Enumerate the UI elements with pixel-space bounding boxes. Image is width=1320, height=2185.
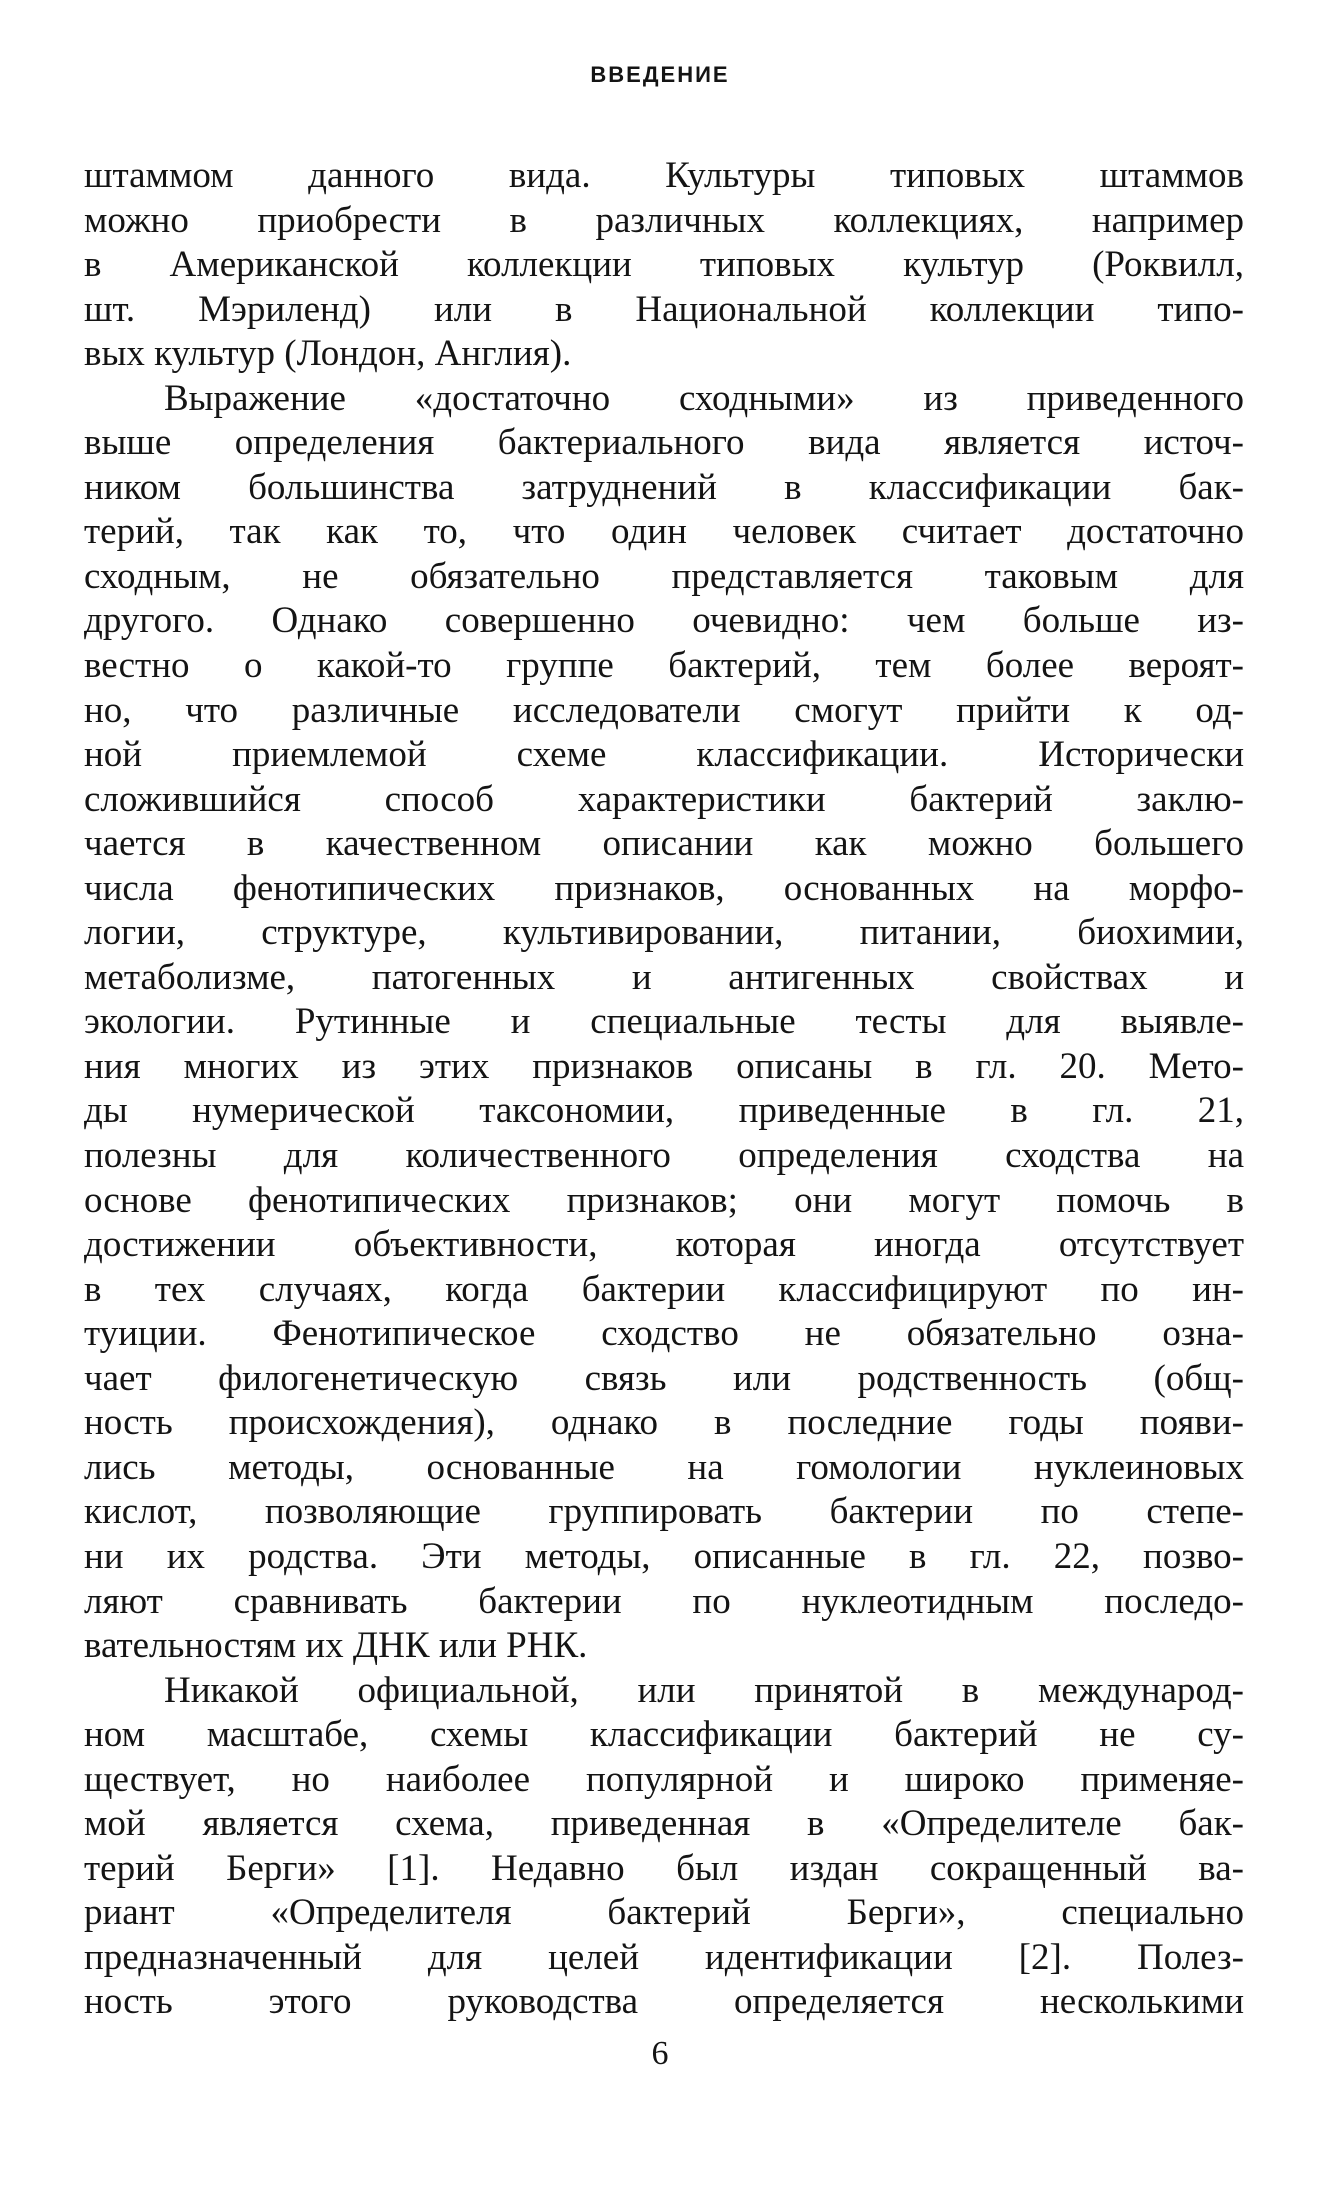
- text-line: шт. Мэриленд) или в Национальной коллекции типо-: [84, 288, 1244, 330]
- running-title: ВВЕДЕНИЕ: [590, 62, 730, 87]
- text-line: терий, так как то, что один человек считает достаточно: [84, 511, 1244, 553]
- text-line: чает филогенетическую связь или родственность (общ-: [84, 1357, 1244, 1399]
- text-line: чается в качественном описании как можно большего: [84, 823, 1244, 865]
- text-line: туиции. Фенотипическое сходство не обязательно озна-: [84, 1313, 1244, 1355]
- text-line: вых культур (Лондон, Англия).: [84, 333, 572, 375]
- text-line: штаммом данного вида. Культуры типовых штаммов: [84, 155, 1244, 196]
- text-line: вательностям их ДНК или РНК.: [84, 1625, 588, 1667]
- text-line: полезны для количественного определения сходства на: [84, 1135, 1244, 1177]
- text-line: Никакой официальной, или принятой в международ-: [164, 1669, 1244, 1711]
- text-line: предназначенный для целей идентификации [2]. Полез-: [84, 1936, 1244, 1978]
- text-line: риант «Определителя бактерий Берги», специально: [84, 1892, 1244, 1934]
- text-line: ность происхождения), однако в последние годы появи-: [84, 1402, 1244, 1444]
- text-line: достижении объективности, которая иногда отсутствует: [84, 1224, 1244, 1266]
- body-text: [84, 154, 1244, 2025]
- text-line: ном масштабе, схемы классификации бактерий не су-: [84, 1714, 1244, 1756]
- text-line: кислот, позволяющие группировать бактерии по степе-: [84, 1491, 1244, 1533]
- text-line: сложившийся способ характеристики бактерий заклю-: [84, 778, 1244, 820]
- text-line: экологии. Рутинные и специальные тесты для выявле-: [84, 1001, 1244, 1043]
- text-line: вестно о какой-то группе бактерий, тем более вероят-: [84, 645, 1244, 687]
- text-line: сходным, не обязательно представляется таковым для: [84, 555, 1244, 597]
- text-line: лись методы, основанные на гомологии нуклеиновых: [84, 1446, 1244, 1488]
- paragraph-2: [84, 377, 1244, 1669]
- paragraph-3: [84, 1669, 1244, 2025]
- text-line: ды нумерической таксономии, приведенные в гл. 21,: [84, 1090, 1244, 1132]
- text-line: в тех случаях, когда бактерии классифицируют по ин-: [84, 1268, 1244, 1310]
- text-line: Выражение «достаточно сходными» из приведенного: [164, 377, 1244, 419]
- text-line: логии, структуре, культивировании, питании, биохимии,: [84, 912, 1244, 954]
- text-line: можно приобрести в различных коллекциях, например: [84, 199, 1244, 241]
- text-line: ником большинства затруднений в классификации бак-: [84, 466, 1244, 508]
- text-line: ной приемлемой схеме классификации. Исторически: [84, 734, 1244, 776]
- text-line: ществует, но наиболее популярной и широко применяе-: [84, 1758, 1244, 1800]
- text-line: другого. Однако совершенно очевидно: чем больше из-: [84, 600, 1244, 642]
- text-line: ляют сравнивать бактерии по нуклеотидным последо-: [84, 1580, 1244, 1622]
- text-line: терий Берги» [1]. Недавно был издан сокращенный ва-: [84, 1847, 1244, 1889]
- text-line: мой является схема, приведенная в «Определителе бак-: [84, 1803, 1244, 1845]
- text-line: числа фенотипических признаков, основанных на морфо-: [84, 867, 1244, 909]
- text-line: в Американской коллекции типовых культур (Роквилл,: [84, 244, 1244, 286]
- paragraph-1: [84, 154, 1244, 377]
- text-line: но, что различные исследователи смогут прийти к од-: [84, 689, 1244, 731]
- text-line: ни их родства. Эти методы, описанные в гл. 22, позво-: [84, 1535, 1244, 1577]
- text-line: выше определения бактериального вида является источ-: [84, 422, 1244, 464]
- text-line: ность этого руководства определяется несколькими: [84, 1981, 1244, 2023]
- page-number: 6: [651, 2035, 669, 2072]
- text-line: основе фенотипических признаков; они могут помочь в: [84, 1179, 1244, 1221]
- text-line: метаболизме, патогенных и антигенных свойствах и: [84, 956, 1244, 998]
- text-line: ния многих из этих признаков описаны в гл. 20. Мето-: [84, 1045, 1244, 1087]
